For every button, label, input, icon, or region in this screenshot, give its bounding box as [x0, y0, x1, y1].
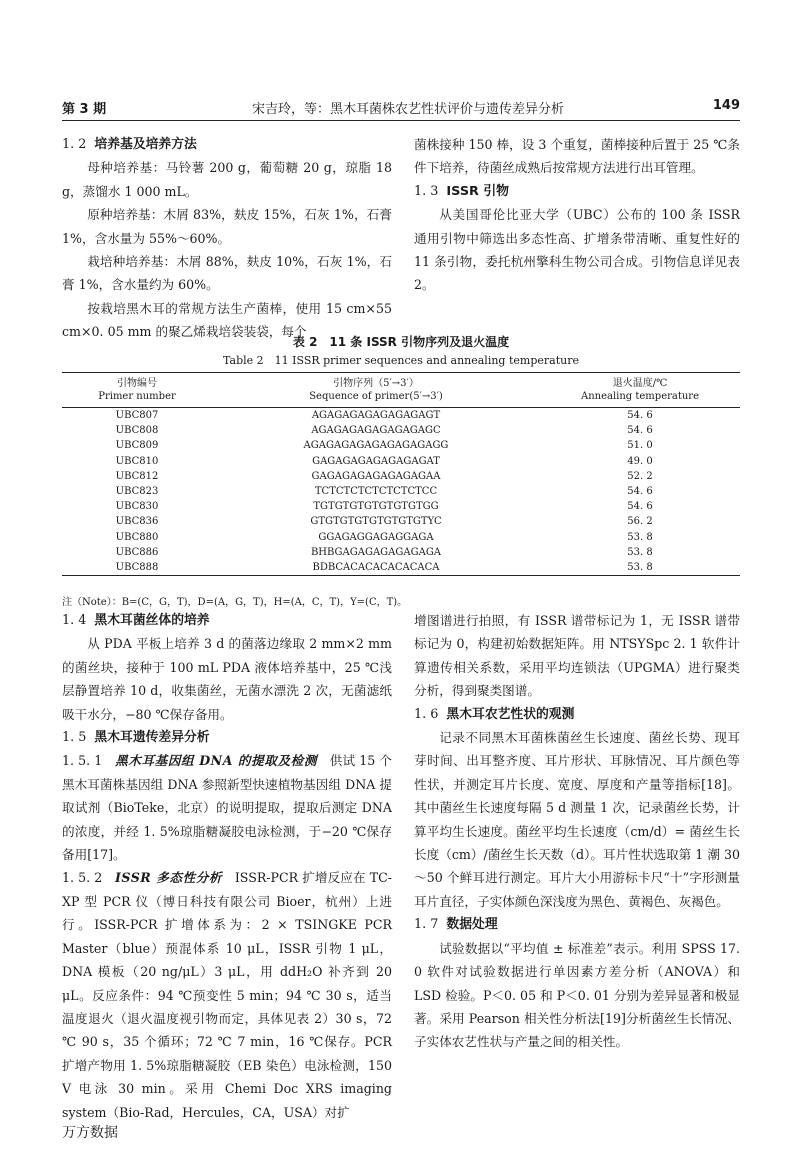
section-heading-1-7: 1. 7 数据处理 [414, 917, 498, 933]
subsection-1-5-2: 1. 5. 2 ISSR 多态性分析 ISSR-PCR 扩增反应在 TC-XP 型 PCR 仪（博日科技有限公司 Bioer，杭州）上进行。ISSR-PCR 扩增体系为：2 × TSINGKE PCR Master（blue）预混体系 10 μL，ISSR 引物 1 μL，DNA 模板（20 ng/μL）3 μL，用 ddH₂O 补齐到 20 μL。反应条件：94 ℃预变性 5 min；94 ℃ 30 s，适当温度退火（退火温度视引物而定，具体见表 2）30 s，72 ℃ 90 s，35 个循环；72 ℃ 7 min，16 ℃保存。PCR 扩增产物用 1. 5%琼脂糖凝胶（EB 染色）电泳检测，150 V 电泳 30 min。采用 Chemi Doc XRS imaging system（Bio-Rad，Hercules，CA，USA）对扩 [62, 870, 393, 1120]
column-header-annealing-temp: 退火温度/℃ Annealing temperature [540, 373, 740, 408]
paragraph: 按栽培黑木耳的常规方法生产菌棒，使用 15 cm×55 cm×0. 05 mm 的聚乙烯栽培袋装袋，每个 [62, 300, 392, 340]
table-row: UBC809 AGAGAGAGAGAGAGAGAGG 51. 0 [115, 440, 653, 452]
paragraph: 增图谱进行拍照，有 ISSR 谱带标记为 1，无 ISSR 谱带标记为 0，构建初始数据矩阵。用 NTSYSpc 2. 1 软件计算遗传相关系数，采用平均连锁法（UPGMA）进行聚类分析，得到聚类图谱。 [414, 613, 740, 699]
table-header-row [62, 373, 740, 408]
paragraph: 原种培养基：木屑 83%，麸皮 15%，石灰 1%，石膏 1%，含水量为 55%～60%。 [62, 207, 392, 246]
issue-number: 第 3 期 [62, 102, 107, 117]
table-row: UBC807 AGAGAGAGAGAGAGAGT 54. 6 [115, 410, 653, 421]
table-row: UBC812 GAGAGAGAGAGAGAGAA 52. 2 [115, 470, 653, 482]
table-caption-en: Table 2 11 ISSR primer sequences and annealing temperature [223, 354, 579, 367]
paragraph: 从美国哥伦比亚大学（UBC）公布的 100 条 ISSR 通用引物中筛选出多态性高、扩增条带清晰、重复性好的 11 条引物，委托杭州擎科生物公司合成。引物信息详见表 2。 [414, 207, 740, 293]
section-heading-1-6: 1. 6 黑木耳农艺性状的观测 [414, 706, 575, 722]
subsection-1-5-1: 1. 5. 1 黑木耳基因组 DNA 的提取及检测 供试 15 个黑木耳菌株基因组 DNA 参照新型快速植物基因组 DNA 提取试剂（BioTeke，北京）的说明提取，提取后测定 DNA 的浓度，并经 1. 5%琼脂糖凝胶电泳检测，于−20 ℃保存备用[17]。 [62, 753, 392, 863]
table-row: UBC888 BDBCACACACACACACA 53. 8 [62, 560, 740, 576]
section-heading-1-3: 1. 3 ISSR 引物 [414, 183, 509, 199]
column-bottom-left [62, 609, 392, 1124]
paragraph: 栽培种培养基：木屑 88%，麸皮 10%，石灰 1%，石膏 1%，含水量约为 60%。 [62, 254, 392, 293]
section-heading-1-2: 1. 2 培养基及培养方法 [62, 137, 197, 152]
paragraph: 从 PDA 平板上培养 3 d 的菌落边缘取 2 mm×2 mm 的菌丝块，接种于 100 mL PDA 液体培养基中，25 ℃浅层静置培养 10 d，收集菌丝，无菌水漂洗 2 次，无菌滤纸吸干水分，−80 ℃保存备用。 [62, 636, 392, 722]
column-header-primer-number: 引物编号 Primer number [62, 373, 212, 408]
column-bottom-right [414, 609, 740, 1054]
primer-table [62, 372, 740, 576]
section-heading-1-5: 1. 5 黑木耳遗传差异分析 [62, 730, 210, 746]
table-row: UBC808 AGAGAGAGAGAGAGAGC 54. 6 [115, 425, 653, 437]
running-header [62, 98, 740, 120]
table-row: UBC810 GAGAGAGAGAGAGAGAT 49. 0 [115, 455, 653, 467]
table-row: UBC836 GTGTGTGTGTGTGTGTYC 56. 2 [115, 516, 653, 528]
paragraph: 母种培养基：马铃薯 200 g，葡萄糖 20 g，琼脂 18 g，蒸馏水 1 000 mL。 [62, 160, 392, 199]
table-row: UBC886 BHBGAGAGAGAGAGAGA 53. 8 [115, 546, 653, 558]
footer-watermark: 万方数据 [62, 1125, 118, 1141]
table-note: 注（Note）：B=(C，G，T)，D=(A，G，T)，H=(A，C，T)，Y=(C，T)。 [62, 597, 408, 608]
table-row: UBC823 TCTCTCTCTCTCTCTCC 54. 6 [115, 486, 653, 498]
page-number: 149 [712, 98, 740, 113]
paragraph: 菌株接种 150 棒，设 3 个重复，菌棒接种后置于 25 ℃条件下培养，待菌丝成熟后按常规方法进行出耳管理。 [414, 137, 740, 176]
header-rule [62, 120, 740, 121]
table-row: UBC830 TGTGTGTGTGTGTGTGG 54. 6 [115, 501, 653, 513]
paragraph: 记录不同黑木耳菌株菌丝生长速度、菌丝长势、现耳芽时间、出耳整齐度、耳片形状、耳脉情况、耳片颜色等性状，并测定耳片长度、宽度、厚度和产量等指标[18]。其中菌丝生长速度每隔 5 d 测量 1 次，记录菌丝长势，计算平均生长速度。菌丝平均生长速度（cm/d）= 菌丝生长长度（cm）/菌丝生长天数（d）。耳片性状选取第 1 潮 30～50 个鲜耳进行测定。耳片大小用游标卡尺“十”字形测量耳片直径，子实体颜色深浅度为黑色、黄褐色、灰褐色。 [414, 730, 740, 909]
column-header-sequence: 引物序列（5′→3′） Sequence of primer(5′→3′) [212, 373, 540, 408]
column-top-left [62, 133, 392, 344]
column-top-right [414, 133, 740, 297]
paragraph: 试验数据以“平均值 ± 标准差”表示。利用 SPSS 17. 0 软件对试验数据进行单因素方差分析（ANOVA）和 LSD 检验。P＜0. 05 和 P＜0. 01 分别为差异显著和极显著。采用 Pearson 相关性分析法[19]分析菌丝生长情况、子实体农艺性状与产量之间的相关性。 [414, 940, 740, 1050]
table-row: UBC880 GGAGAGGAGAGGAGA 53. 8 [115, 531, 653, 543]
section-heading-1-4: 1. 4 黑木耳菌丝体的培养 [62, 613, 210, 628]
running-title: 宋吉玲，等：黑木耳菌株农艺性状评价与遗传差异分析 [252, 102, 565, 117]
table-caption-cn: 表 2 11 条 ISSR 引物序列及退火温度 [292, 335, 510, 349]
